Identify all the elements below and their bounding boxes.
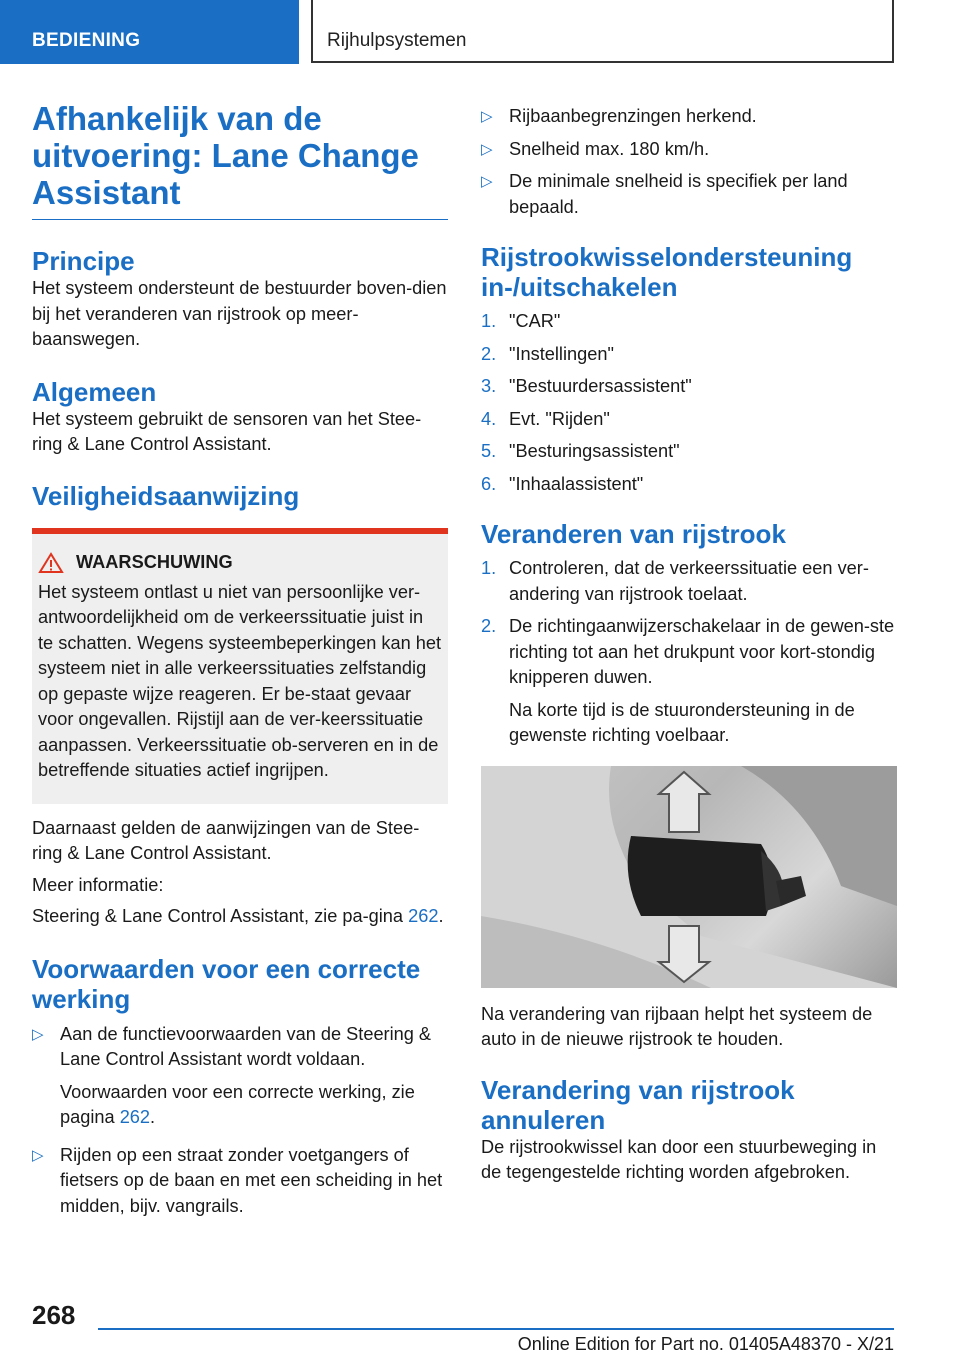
step-number: 2.	[481, 343, 497, 364]
principe-heading: Principe	[32, 246, 135, 276]
change-steps	[481, 556, 897, 749]
warning-text: Het systeem ontlast u niet van persoonlijke ver-antwoordelijkheid om de verkeerssituatie juist in te schatten. Wegens systeembeperkingen kan het systeem niet in alle verkeerssituaties zelfstandig op gepaste wijze reageren. Er be-staat gevaar voor ongevallen. Rijstijl aan de ver-keerssituatie aanpassen. Verkeerssituatie ob-serveren en in de betreffende situaties actief ingrijpen.	[38, 581, 442, 780]
step-number: 1.	[481, 558, 497, 578]
page-number: 268	[32, 1300, 76, 1330]
warning-title: WAARSCHUWING	[76, 552, 233, 572]
inuit-heading: Rijstrookwisselondersteuning in-/uitschakelen	[481, 242, 853, 302]
veiligheid-heading: Veiligheidsaanwijzing	[32, 480, 300, 511]
after-image-text: Na verandering van rijbaan helpt het systeem de auto in de nieuwe rijstrook te houden.	[481, 1003, 873, 1049]
algemeen-text: Het systeem gebruikt de sensoren van het Stee-ring & Lane Control Assistant.	[32, 408, 422, 454]
step-text: "Inhaalassistent"	[509, 473, 644, 494]
list-item	[481, 342, 897, 368]
list-item	[481, 472, 897, 498]
reference-label: Steering & Lane Control Assistant, zie pa-gina	[32, 906, 404, 926]
warning-triangle-icon	[38, 552, 64, 574]
step-text: De richtingaanwijzerschakelaar in de gewen-ste richting tot aan het drukpunt voor kort-stondig knipperen duwen.	[509, 616, 895, 687]
step-text: "Bestuurdersassistent"	[509, 376, 692, 396]
section-tab	[0, 0, 299, 64]
conditions-list	[481, 104, 897, 220]
annuleren-text: De rijstrookwissel kan door een stuurbeweging in de tegengestelde richting worden afgebroken.	[481, 1136, 877, 1182]
voorwaarden-heading: Voorwaarden voor een correcte werking	[32, 953, 421, 1014]
triangle-bullet-icon: ▷	[481, 140, 493, 158]
step-number: 5.	[481, 441, 497, 461]
step-sub: Na korte tijd is de stuurondersteuning in de gewenste richting voelbaar.	[509, 699, 855, 745]
triangle-bullet-icon: ▷	[481, 173, 493, 190]
warning-header	[38, 552, 442, 574]
page-link-262[interactable]: 262	[119, 1107, 151, 1127]
footer-divider	[98, 1328, 894, 1330]
list-item-sub	[60, 1080, 448, 1131]
step-number: 1.	[481, 311, 497, 331]
list-item	[481, 556, 897, 607]
list-item	[481, 374, 897, 400]
veranderen-heading: Veranderen van rijstrook	[481, 519, 786, 549]
lever-illustration	[481, 766, 897, 988]
reference-end: .	[438, 906, 444, 926]
step-text: "CAR"	[509, 311, 561, 331]
turn-signal-lever-photo	[481, 766, 897, 988]
step-text: Evt. "Rijden"	[509, 408, 610, 429]
triangle-bullet-icon: ▷	[481, 108, 493, 125]
list-item	[481, 407, 897, 433]
step-number: 3.	[481, 376, 497, 396]
list-item	[481, 104, 897, 130]
sub-end: .	[150, 1107, 156, 1127]
page-title: Afhankelijk van de uitvoering: Lane Change Assistant	[32, 100, 448, 220]
list-item	[481, 614, 897, 749]
list-item-text: Rijden op een straat zonder voetgangers of fietsers op de baan en met een scheiding in het midden, bijv. vangrails.	[60, 1144, 443, 1216]
daarnaast-text: Daarnaast gelden de aanwijzingen van de Stee-ring & Lane Control Assistant.	[32, 817, 420, 863]
step-number: 2.	[481, 616, 497, 636]
triangle-bullet-icon: ▷	[32, 1146, 44, 1164]
step-number: 6.	[481, 473, 497, 494]
list-item	[32, 1022, 448, 1131]
list-item	[481, 169, 897, 220]
sub-text: Voorwaarden voor een correcte werking, zie pagina	[60, 1081, 415, 1127]
step-number: 4.	[481, 408, 497, 429]
meer-info: Meer informatie:	[32, 874, 164, 895]
list-item	[481, 309, 897, 335]
list-item-text: Snelheid max. 180 km/h.	[509, 138, 710, 159]
footer-edition: Online Edition for Part no. 01405A48370 - X/21	[517, 1334, 894, 1354]
algemeen-heading: Algemeen	[32, 376, 157, 407]
chapter-label: Rijhulpsystemen	[327, 30, 467, 51]
list-item	[32, 1143, 448, 1220]
list-item-text: Aan de functievoorwaarden van de Steering & Lane Control Assistant wordt voldaan.	[60, 1023, 432, 1069]
right-column	[481, 104, 897, 1186]
section-label: BEDIENING	[32, 30, 141, 51]
warning-box	[32, 528, 448, 804]
annuleren-heading: Verandering van rijstrook annuleren	[481, 1074, 795, 1135]
step-text: "Besturingsassistent"	[509, 441, 680, 461]
chapter-tab	[311, 0, 894, 63]
principe-text: Het systeem ondersteunt de bestuurder boven-dien bij het veranderen van rijstrook op meer-baanswegen.	[32, 278, 447, 349]
step-text: "Instellingen"	[509, 343, 614, 364]
list-item-text: De minimale snelheid is specifiek per land bepaald.	[509, 171, 848, 217]
list-item-text: Rijbaanbegrenzingen herkend.	[509, 106, 757, 126]
triangle-bullet-icon: ▷	[32, 1025, 44, 1043]
reference-text	[32, 904, 448, 930]
page-link-262[interactable]: 262	[408, 906, 439, 926]
voorwaarden-list	[32, 1022, 448, 1220]
list-item	[481, 137, 897, 163]
steps-list	[481, 309, 897, 497]
step-text: Controleren, dat de verkeerssituatie een ver-andering van rijstrook toelaat.	[509, 558, 869, 604]
list-item	[481, 439, 897, 465]
left-column	[32, 100, 448, 1219]
